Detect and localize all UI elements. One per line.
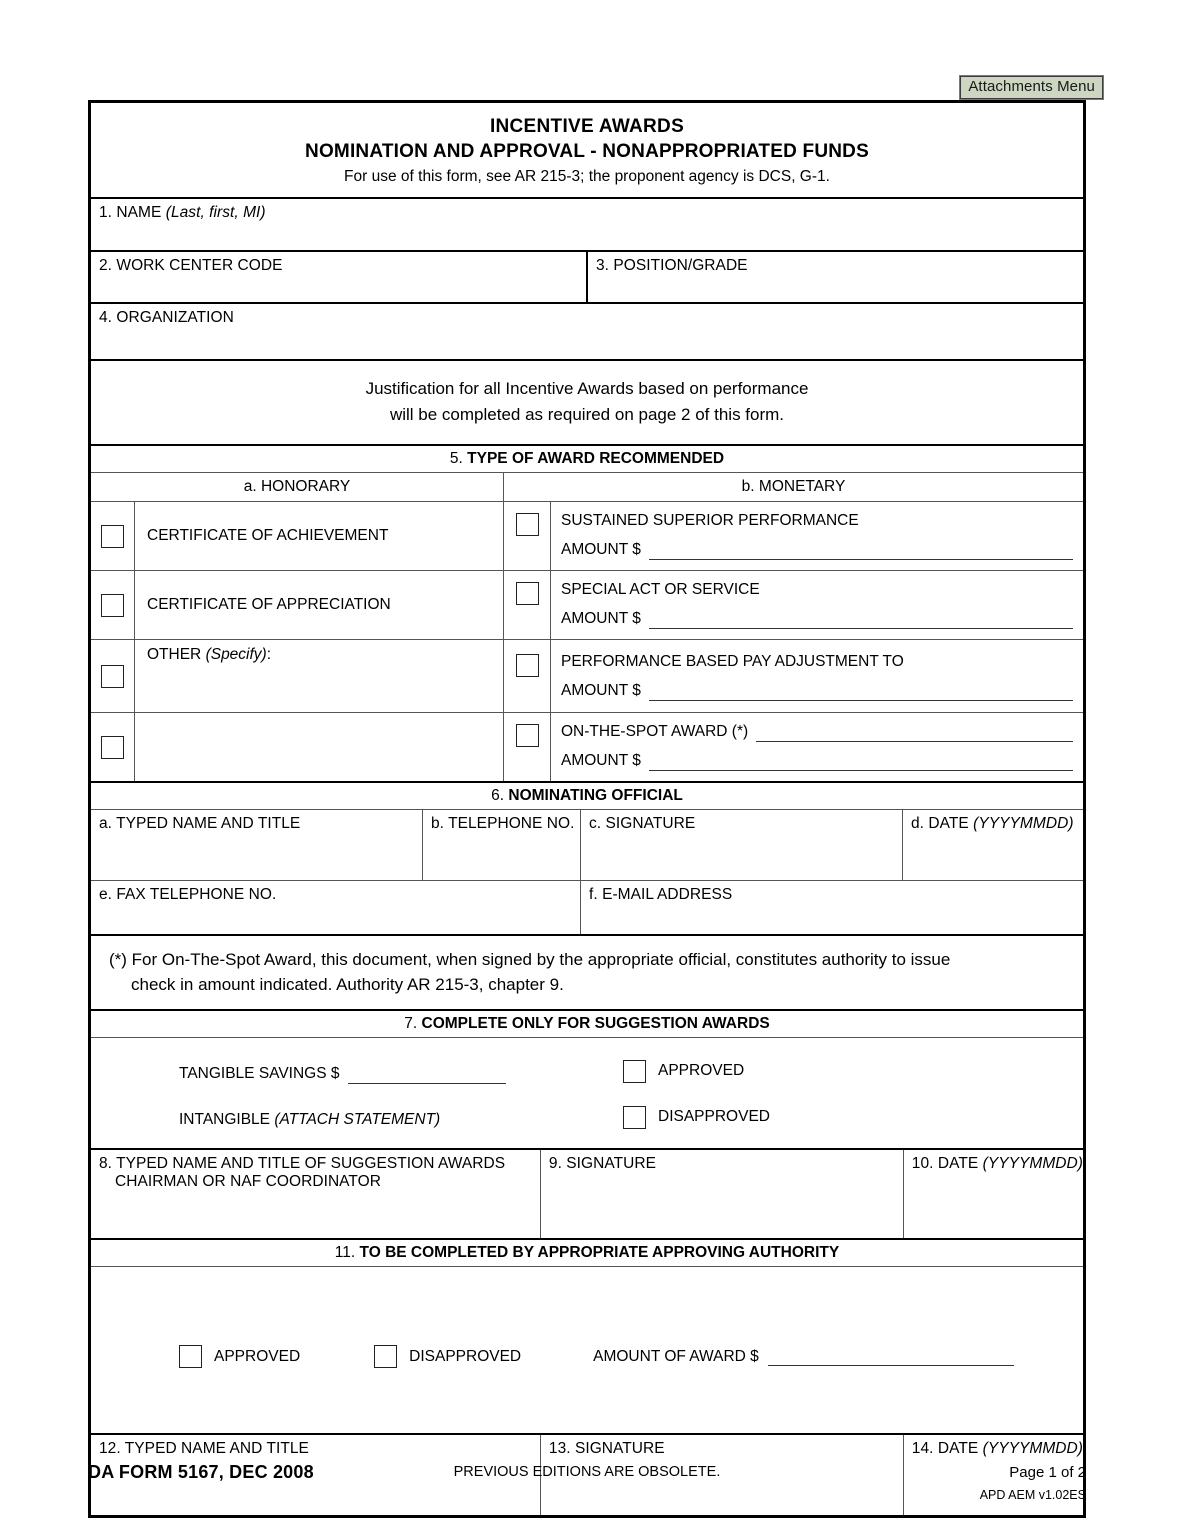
field-suggestion-signature[interactable]: [541, 1150, 904, 1238]
da-form-5167-page: [88, 100, 1086, 1518]
checkbox-special-act-or-service[interactable]: [516, 582, 539, 605]
field-fax-telephone[interactable]: [91, 881, 581, 934]
attachments-menu-bar: [0, 76, 1187, 99]
approval-approved-group[interactable]: [179, 1345, 300, 1368]
row-workcenter-position: [91, 252, 1083, 304]
attachments-menu-button[interactable]: Attachments Menu: [960, 76, 1103, 99]
monetary-checkbox-cell[interactable]: [504, 502, 551, 570]
authority-approved-label: APPROVED: [214, 1347, 301, 1365]
amount-label-sustained: AMOUNT $: [561, 541, 641, 558]
section-6-header: [91, 783, 1083, 810]
page-number-label: Page 1 of 2: [1009, 1464, 1086, 1481]
checkbox-certificate-of-achievement[interactable]: [101, 525, 124, 548]
suggestion-approved-row[interactable]: [623, 1058, 1083, 1084]
honorary-checkbox-cell[interactable]: [91, 640, 135, 712]
monetary-label-sustained-superior-performance: SUSTAINED SUPERIOR PERFORMANCE: [561, 512, 859, 529]
suggestion-disapproved-label: DISAPPROVED: [658, 1108, 770, 1125]
approval-decision-row: [91, 1345, 1083, 1368]
approval-disapproved-group[interactable]: [374, 1345, 521, 1368]
on-the-spot-award-input[interactable]: [756, 726, 1073, 742]
field-organization[interactable]: [91, 304, 1083, 361]
monetary-column-header: b. MONETARY: [741, 478, 846, 495]
checkbox-other-honorary[interactable]: [101, 665, 124, 688]
award-row: [91, 640, 1083, 713]
software-version-label: APD AEM v1.02ES: [979, 1488, 1086, 1502]
monetary-label-performance-based-pay-adjustment: PERFORMANCE BASED PAY ADJUSTMENT TO: [561, 653, 904, 670]
field-position-grade[interactable]: [588, 252, 1083, 302]
field-name-label: 1. NAME (Last, first, MI): [99, 204, 266, 221]
field-work-center-code[interactable]: [91, 252, 588, 302]
field-nominating-signature[interactable]: [581, 810, 903, 880]
section-5-header: [91, 446, 1083, 473]
field-nominating-signature-label: c. SIGNATURE: [589, 815, 696, 832]
approval-amount-group: [593, 1348, 1083, 1366]
amount-label-special-act: AMOUNT $: [561, 610, 641, 627]
checkbox-performance-based-pay-adjustment[interactable]: [516, 654, 539, 677]
tangible-savings-label: TANGIBLE SAVINGS $: [179, 1065, 340, 1082]
field-suggestion-signature-label: 9. SIGNATURE: [548, 1155, 657, 1172]
checkbox-certificate-of-appreciation[interactable]: [101, 594, 124, 617]
field-suggestion-chairman-name[interactable]: [91, 1150, 541, 1238]
justification-line2: will be completed as required on page 2 of this form.: [389, 405, 785, 424]
suggestion-approved-label: APPROVED: [658, 1062, 745, 1079]
amount-input-pay-adjustment[interactable]: [649, 685, 1073, 701]
row-fax-email: [91, 881, 1083, 936]
award-row: [91, 713, 1083, 783]
intangible-row: [179, 1104, 561, 1130]
honorary-checkbox-cell[interactable]: [91, 502, 135, 570]
field-suggestion-chairman-name-label: 8. TYPED NAME AND TITLE OF SUGGESTION AWARDS CHAIRMAN OR NAF COORDINATOR: [99, 1155, 506, 1190]
amount-input-sustained[interactable]: [649, 544, 1073, 560]
honorary-column-header: a. HONORARY: [91, 473, 504, 501]
monetary-checkbox-cell[interactable]: [504, 640, 551, 712]
field-authority-date-label: 14. DATE (YYYYMMDD): [911, 1440, 1083, 1457]
field-authority-typed-name-label: 12. TYPED NAME AND TITLE: [99, 1440, 309, 1457]
form-title-line1: INCENTIVE AWARDS: [489, 116, 685, 137]
checkbox-sustained-superior-performance[interactable]: [516, 513, 539, 536]
monetary-label-special-act-or-service: SPECIAL ACT OR SERVICE: [561, 581, 760, 598]
section-7-number: 7.: [404, 1015, 418, 1032]
amount-of-award-label: AMOUNT OF AWARD $: [593, 1347, 759, 1365]
section-7-title: COMPLETE ONLY FOR SUGGESTION AWARDS: [421, 1015, 770, 1032]
footnote-line1: (*) For On-The-Spot Award, this document, when signed by the appropriate official, constitutes authority to issue: [109, 950, 951, 969]
section-5-title: TYPE OF AWARD RECOMMENDED: [467, 450, 725, 467]
field-authority-signature-label: 13. SIGNATURE: [548, 1440, 665, 1457]
form-title-line2: NOMINATION AND APPROVAL - NONAPPROPRIATED FUNDS: [305, 141, 869, 162]
checkbox-other-honorary-blank[interactable]: [101, 736, 124, 759]
section-6-title: NOMINATING OFFICIAL: [508, 787, 683, 804]
field-organization-label: 4. ORGANIZATION: [99, 309, 234, 326]
amount-label-pay-adjustment: AMOUNT $: [561, 682, 641, 699]
previous-editions-note: PREVIOUS EDITIONS ARE OBSOLETE.: [453, 1464, 721, 1480]
form-footer: [88, 1462, 1086, 1514]
field-nominating-date-label: d. DATE (YYYYMMDD): [911, 815, 1074, 832]
field-nominating-telephone[interactable]: [423, 810, 581, 880]
suggestion-decision-group: [561, 1058, 1083, 1130]
on-the-spot-footnote: [91, 936, 1083, 1011]
honorary-checkbox-cell[interactable]: [91, 571, 135, 639]
honorary-checkbox-cell[interactable]: [91, 713, 135, 781]
section-11-title: TO BE COMPLETED BY APPROPRIATE APPROVING AUTHORITY: [359, 1244, 840, 1261]
field-nominating-typed-name-label: a. TYPED NAME AND TITLE: [99, 815, 301, 832]
checkbox-authority-approved[interactable]: [179, 1345, 202, 1368]
checkbox-authority-disapproved[interactable]: [374, 1345, 397, 1368]
field-fax-telephone-label: e. FAX TELEPHONE NO.: [99, 886, 277, 903]
checkbox-suggestion-approved[interactable]: [623, 1060, 646, 1083]
form-id-label: DA FORM 5167, DEC 2008: [88, 1462, 314, 1482]
amount-input-on-the-spot[interactable]: [649, 755, 1073, 771]
award-row: [91, 502, 1083, 571]
monetary-checkbox-cell[interactable]: [504, 571, 551, 639]
monetary-label-on-the-spot-award: ON-THE-SPOT AWARD (*): [561, 723, 749, 740]
honorary-label-other[interactable]: OTHER (Specify):: [147, 646, 272, 663]
section-7-body: [91, 1038, 1083, 1150]
section-6-number: 6.: [491, 787, 505, 804]
tangible-savings-input[interactable]: [348, 1069, 506, 1084]
tangible-savings-row: [179, 1058, 561, 1084]
field-suggestion-date-label: 10. DATE (YYYYMMDD): [911, 1155, 1083, 1172]
suggestion-savings-group: [91, 1058, 561, 1130]
authority-disapproved-label: DISAPPROVED: [409, 1347, 522, 1365]
justification-notice: [91, 361, 1083, 446]
justification-line1: Justification for all Incentive Awards based on performance: [365, 379, 809, 398]
section-5-column-headers: [91, 473, 1083, 502]
suggestion-disapproved-row[interactable]: [623, 1104, 1083, 1130]
field-nominating-typed-name[interactable]: [91, 810, 423, 880]
honorary-label-certificate-of-achievement: CERTIFICATE OF ACHIEVEMENT: [147, 527, 389, 544]
honorary-label-blank: [135, 713, 503, 781]
monetary-checkbox-cell[interactable]: [504, 713, 551, 781]
amount-label-on-the-spot: AMOUNT $: [561, 752, 641, 769]
field-name[interactable]: [91, 199, 1083, 252]
intangible-label: INTANGIBLE (ATTACH STATEMENT): [179, 1111, 441, 1128]
field-email-address[interactable]: [581, 881, 1083, 934]
row-nominating-official: [91, 810, 1083, 881]
field-position-grade-label: 3. POSITION/GRADE: [596, 257, 748, 274]
field-nominating-date[interactable]: [903, 810, 1083, 880]
row-suggestion-signoff: [91, 1150, 1083, 1240]
form-title-block: [91, 103, 1083, 199]
field-nominating-telephone-label: b. TELEPHONE NO.: [431, 815, 575, 832]
section-11-body: [91, 1267, 1083, 1435]
field-work-center-code-label: 2. WORK CENTER CODE: [99, 257, 283, 274]
checkbox-suggestion-disapproved[interactable]: [623, 1106, 646, 1129]
section-11-number: 11.: [334, 1244, 356, 1261]
amount-of-award-input[interactable]: [768, 1351, 1014, 1366]
section-7-header: [91, 1011, 1083, 1038]
amount-input-special-act[interactable]: [649, 613, 1073, 629]
footnote-line2: check in amount indicated. Authority AR 215-3, chapter 9.: [131, 975, 564, 994]
field-suggestion-date[interactable]: [904, 1150, 1083, 1238]
checkbox-on-the-spot-award[interactable]: [516, 724, 539, 747]
field-email-address-label: f. E-MAIL ADDRESS: [589, 886, 733, 903]
section-11-header: [91, 1240, 1083, 1267]
award-row: [91, 571, 1083, 640]
section-5-number: 5.: [449, 450, 463, 467]
honorary-label-certificate-of-appreciation: CERTIFICATE OF APPRECIATION: [147, 596, 391, 613]
form-authority-note: For use of this form, see AR 215-3; the proponent agency is DCS, G-1.: [344, 168, 830, 185]
